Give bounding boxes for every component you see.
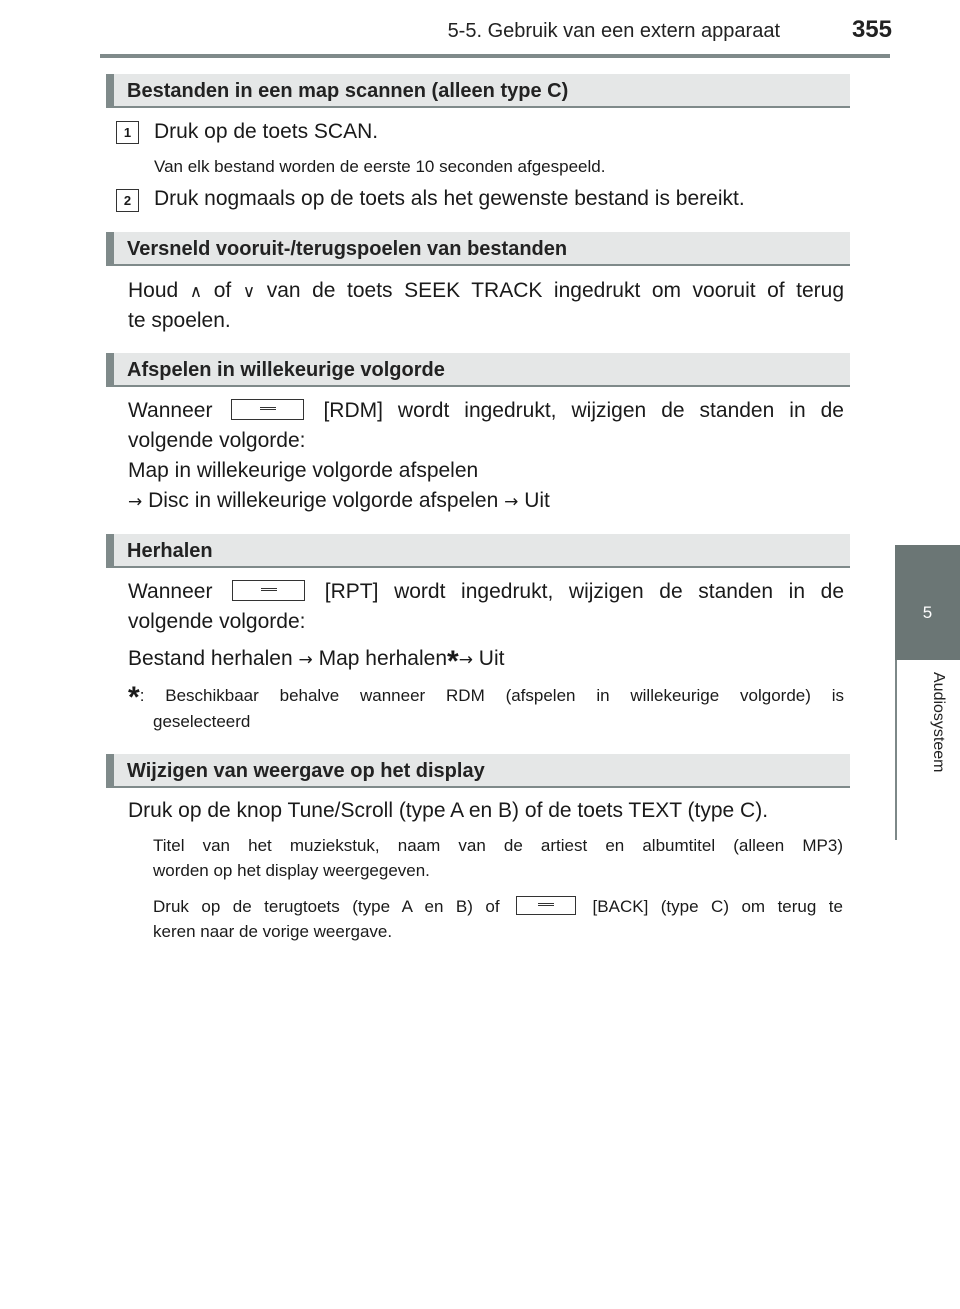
text-fragment: of (213, 279, 232, 302)
section-title: Wijzigen van weergave op het display (127, 760, 485, 782)
arrow-right-icon: → (458, 650, 473, 670)
chapter-tab-label-box (895, 660, 960, 840)
step-number-badge: 1 (116, 121, 139, 144)
note-line: keren naar de vorige weergave. (153, 922, 393, 941)
note-line: worden op het display weergegeven. (153, 861, 430, 880)
section-header-repeat (106, 534, 850, 568)
chapter-tab (895, 545, 960, 660)
section-title: Bestanden in een map scannen (alleen type C) (127, 80, 569, 102)
paragraph-line: Druk op de knop Tune/Scroll (type A en B) of de toets TEXT (type C). (128, 799, 769, 822)
step-note: Van elk bestand worden de eerste 10 seconden afgespeeld. (154, 157, 606, 176)
paragraph (128, 577, 844, 607)
text-fragment: [BACK] (type C) om terug te (592, 897, 843, 916)
text-fragment: Disc in willekeurige volgorde afspelen (148, 489, 499, 512)
text-fragment: Bestand herhalen (128, 647, 293, 670)
paragraph-line: volgende volgorde: (128, 610, 306, 633)
section-header-ffrew (106, 232, 850, 266)
text-fragment: van de toets SEEK TRACK ingedrukt om vooruit of terug (266, 279, 844, 302)
text-fragment: Uit (524, 489, 550, 512)
section-header-random (106, 353, 850, 387)
paragraph (128, 276, 844, 307)
paragraph-line: Map in willekeurige volgorde afspelen (128, 459, 479, 482)
note-line: Titel van het muziekstuk, naam van de artiest en albumtitel (alleen MP3) (153, 836, 843, 855)
text-fragment: Wanneer (128, 580, 213, 603)
footnote-star: * (447, 645, 459, 678)
preset-button-icon (232, 580, 305, 601)
preset-button-icon (516, 896, 576, 915)
text-fragment: : Beschikbaar behalve wanneer RDM (afspelen in willekeurige volgorde) is (139, 686, 844, 705)
paragraph-line (128, 486, 550, 517)
text-fragment: Uit (478, 647, 505, 670)
arrow-right-icon: → (298, 650, 313, 670)
arrow-right-icon: → (128, 492, 143, 512)
step-text: Druk op de toets SCAN. (154, 120, 379, 143)
footnote (128, 681, 844, 714)
arrow-right-icon: → (504, 492, 519, 512)
running-header: 5-5. Gebruik van een extern apparaat (447, 20, 780, 42)
chapter-number: 5 (922, 603, 933, 622)
text-fragment: [RPT] wordt ingedrukt, wijzigen de standen in de (324, 580, 845, 603)
text-fragment: [RDM] wordt ingedrukt, wijzigen de standen in de (323, 399, 844, 422)
paragraph (128, 396, 844, 426)
section-header-scan (106, 74, 850, 108)
page-number: 355 (851, 16, 892, 43)
seek-down-symbol: ∨ (242, 282, 256, 302)
step-number-badge: 2 (116, 189, 139, 212)
section-title: Herhalen (127, 540, 213, 562)
section-title: Versneld vooruit-/terugspoelen van bestanden (127, 238, 568, 260)
chapter-label: Audiosysteem (930, 672, 947, 773)
paragraph-line (128, 644, 505, 678)
text-fragment: Map herhalen (318, 647, 447, 670)
text-fragment: Houd (128, 279, 179, 302)
section-header-display (106, 754, 850, 788)
note-line (153, 895, 843, 919)
step-text: Druk nogmaals op de toets als het gewenste bestand is bereikt. (154, 187, 745, 210)
text-fragment: Druk op de terugtoets (type A en B) of (153, 897, 500, 916)
text-fragment: Wanneer (128, 399, 213, 422)
section-title: Afspelen in willekeurige volgorde (127, 359, 445, 381)
preset-button-icon (231, 399, 304, 420)
paragraph-line: te spoelen. (128, 309, 231, 332)
paragraph-line: volgende volgorde: (128, 429, 306, 452)
footnote-star: * (128, 681, 140, 714)
seek-up-symbol: ∧ (189, 282, 203, 302)
footnote-line: geselecteerd (153, 712, 251, 731)
header-rule (100, 54, 890, 58)
